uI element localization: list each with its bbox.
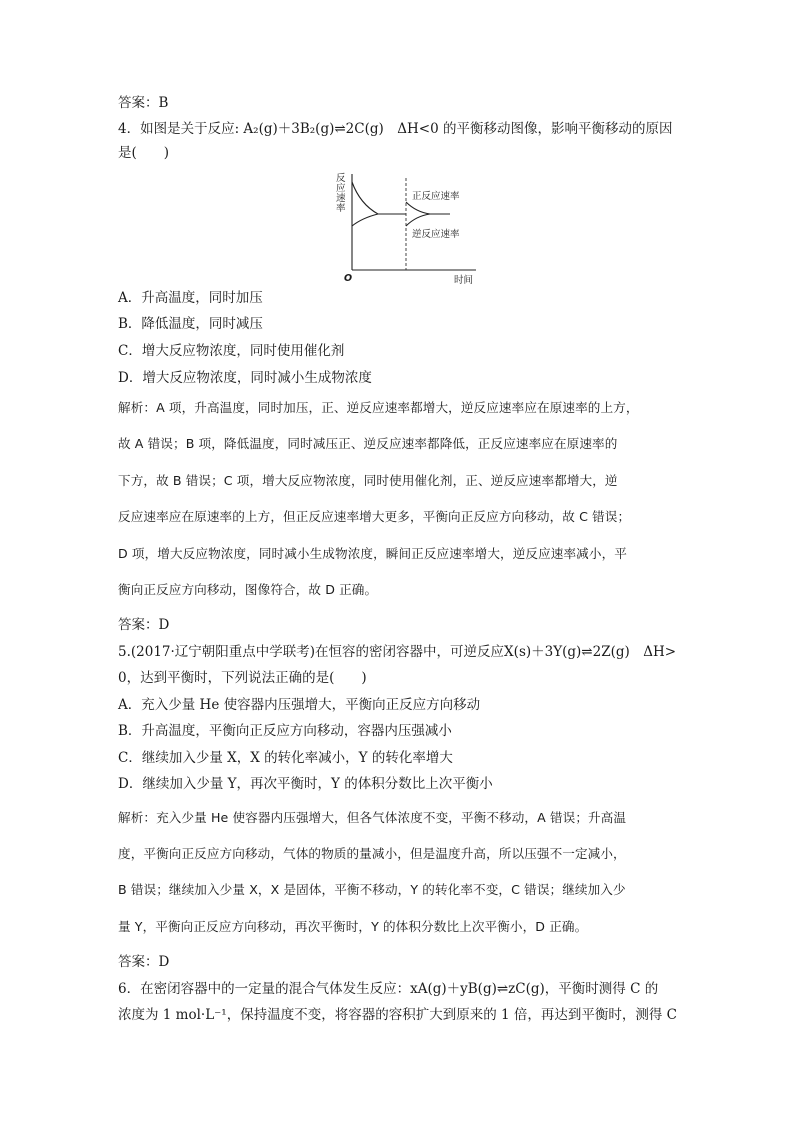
answer-3: 答案：B xyxy=(118,95,169,111)
q5-explanation-line-2: 度，平衡向正反应方向移动，气体的物质的量减小，但是温度升高，所以压强不一定减小， xyxy=(118,846,626,861)
question-4-stem-line-1: 4．如图是关于反应: A₂(g)＋3B₂(g)⇌2C(g) ΔH<0 的平衡移动图像，影响平衡移动的原因 xyxy=(118,121,673,137)
q4-option-c: C．增大反应物浓度，同时使用催化剂 xyxy=(118,343,345,359)
q4-explanation-line-3: 下方，故 B 错误；C 项，增大反应物浓度，同时使用催化剂，正、逆反应速率都增大，逆 xyxy=(118,473,618,488)
q5-option-b: B．升高温度，平衡向正反应方向移动，容器内压强减小 xyxy=(118,723,452,739)
q5-option-c: C．继续加入少量 X，X 的转化率减小，Y 的转化率增大 xyxy=(118,750,453,766)
reverse-rate-curve-before xyxy=(352,214,378,226)
question-5-stem-line-1: 5.(2017·辽宁朝阳重点中学联考)在恒容的密闭容器中，可逆反应X(s)＋3Y(g)⇌2Z(g) ΔH> xyxy=(118,644,677,660)
reverse-rate-curve-after xyxy=(406,214,430,226)
q5-option-a: A．充入少量 He 使容器内压强增大，平衡向正反应方向移动 xyxy=(118,697,481,713)
answer-5: 答案：D xyxy=(118,954,170,970)
x-axis-label: 时间 xyxy=(454,275,474,286)
question-6-stem-line-1: 6．在密闭容器中的一定量的混合气体发生反应：xA(g)＋yB(g)⇌zC(g)，平衡时测得 C 的 xyxy=(118,981,659,997)
q4-explanation-line-4: 反应速率应在原速率的上方，但正反应速率增大更多，平衡向正反应方向移动，故 C 错误； xyxy=(118,509,631,524)
answer-4: 答案：D xyxy=(118,617,170,633)
q4-explanation-line-2: 故 A 错误；B 项，降低温度，同时减压正、逆反应速率都降低，正反应速率应在原速率的 xyxy=(118,436,618,451)
rate-time-figure xyxy=(330,174,478,292)
y-axis-label: 反应速率 xyxy=(336,173,346,214)
q4-explanation-line-6: 衡向正反应方向移动，图像符合，故 D 正确。 xyxy=(118,582,378,597)
q5-explanation-line-3: B 错误；继续加入少量 X，X 是固体，平衡不移动，Y 的转化率不变，C 错误；继续加入少 xyxy=(118,882,626,897)
forward-rate-curve-after xyxy=(406,202,450,214)
q5-option-d: D．继续加入少量 Y，再次平衡时，Y 的体积分数比上次平衡小 xyxy=(118,776,493,792)
forward-rate-label: 正反应速率 xyxy=(412,191,460,202)
q4-option-b: B．降低温度，同时减压 xyxy=(118,316,263,332)
origin-label: O xyxy=(344,273,353,284)
forward-rate-curve-before xyxy=(352,182,406,214)
question-4-stem-line-2: 是( ) xyxy=(118,145,170,161)
reverse-rate-label: 逆反应速率 xyxy=(412,229,460,240)
question-6-stem-line-2: 浓度为 1 mol·L⁻¹，保持温度不变，将容器的容积扩大到原来的 1 倍，再达到平衡时，测得 C xyxy=(118,1007,678,1023)
q4-option-a: A．升高温度，同时加压 xyxy=(118,290,263,306)
q4-explanation-line-5: D 项，增大反应物浓度，同时减小生成物浓度，瞬间正反应速率增大，逆反应速率减小，平 xyxy=(118,546,627,561)
q5-explanation-line-4: 量 Y，平衡向正反应方向移动，再次平衡时，Y 的体积分数比上次平衡小，D 正确。 xyxy=(118,919,588,934)
question-5-stem-line-2: 0，达到平衡时，下列说法正确的是( ) xyxy=(118,670,367,686)
q5-explanation-line-1: 解析：充入少量 He 使容器内压强增大，但各气体浓度不变，平衡不移动，A 错误；升高温 xyxy=(118,810,627,825)
q4-explanation-line-1: 解析：A 项，升高温度，同时加压，正、逆反应速率都增大，逆反应速率应在原速率的上方， xyxy=(118,400,639,415)
q4-option-d: D．增大反应物浓度，同时减小生成物浓度 xyxy=(118,370,372,386)
